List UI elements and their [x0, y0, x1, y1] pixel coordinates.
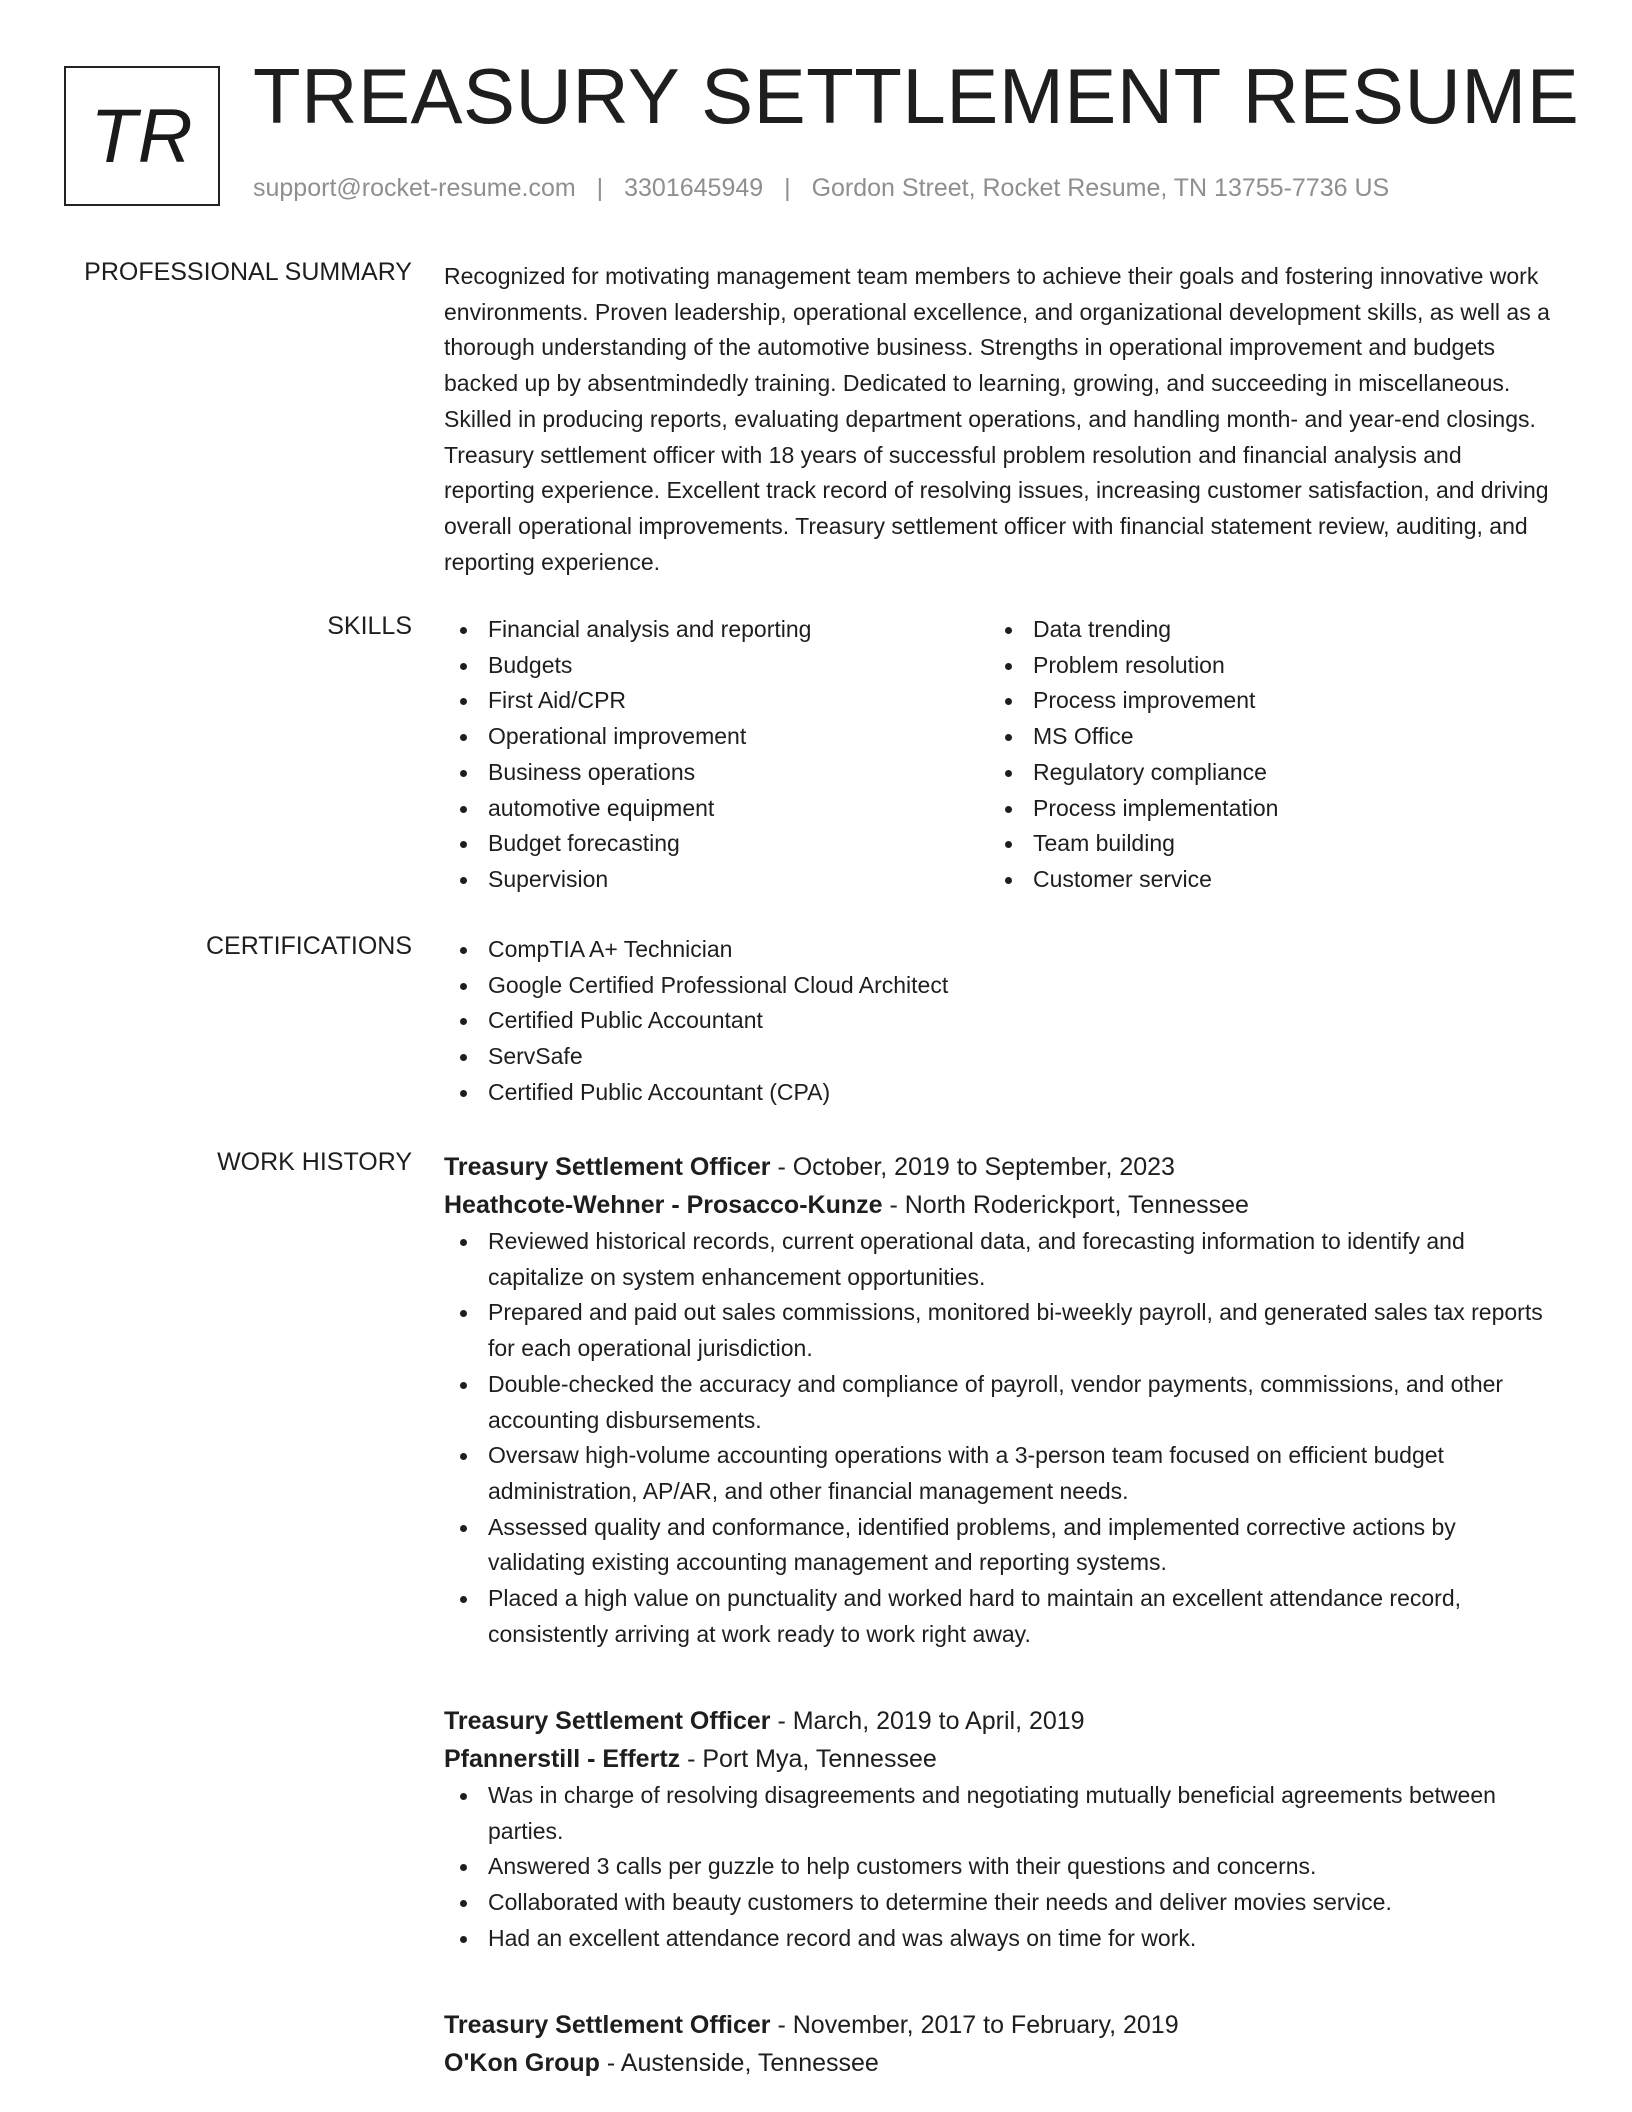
section-label-certifications: CERTIFICATIONS [205, 932, 412, 960]
skill-item: Process implementation [989, 791, 1534, 827]
certifications-list [444, 932, 1554, 1111]
job-dates: October, 2019 to September, 2023 [792, 1153, 1175, 1181]
section-label-summary: PROFESSIONAL SUMMARY [84, 258, 412, 286]
job-company-line: Heathcote-Wehner - Prosacco-Kunze - North Roderickport, Tennessee [444, 1191, 1249, 1219]
skill-item: Customer service [989, 862, 1534, 898]
skill-item: Financial analysis and reporting [444, 612, 989, 648]
job-entry [444, 2006, 1554, 2082]
skill-item: First Aid/CPR [444, 683, 989, 719]
job-entry [444, 1148, 1554, 1652]
skill-item: Business operations [444, 755, 989, 791]
job-bullet: Answered 3 calls per guzzle to help customers with their questions and concerns. [444, 1849, 1554, 1885]
job-bullet: Collaborated with beauty customers to determine their needs and deliver movies service. [444, 1885, 1554, 1921]
summary-text: Recognized for motivating management team members to achieve their goals and fostering innovative work environments. Proven leadership, operational excellence, and organizational development skills, as well as a thorough understanding of the automotive business. Strengths in operational improvement and budgets backed up by absentmindedly training. Dedicated to learning, growing, and succeeding in miscellaneous. Skilled in producing reports, evaluating department operations, and handling month- and year-end closings. Treasury settlement officer with 18 years of successful problem resolution and financial analysis and reporting experience. Excellent track record of resolving issues, increasing customer satisfaction, and driving overall operational improvements. Treasury settlement officer with financial statement review, auditing, and reporting experience. [444, 263, 1550, 575]
skill-item: Budget forecasting [444, 826, 989, 862]
section-label-skills: SKILLS [327, 612, 412, 640]
monogram-initials: TR [90, 93, 194, 179]
skill-item: Supervision [444, 862, 989, 898]
job-bullet: Prepared and paid out sales commissions, monitored bi-weekly payroll, and generated sales tax reports for each operational jurisdiction. [444, 1295, 1554, 1366]
skill-item: Process improvement [989, 683, 1534, 719]
skill-item: Regulatory compliance [989, 755, 1534, 791]
certification-item: Google Certified Professional Cloud Architect [444, 968, 1554, 1004]
certification-item: Certified Public Accountant (CPA) [444, 1075, 1554, 1111]
job-company: O'Kon Group [444, 2049, 600, 2077]
job-dates: March, 2019 to April, 2019 [792, 1707, 1085, 1735]
skill-item: Team building [989, 826, 1534, 862]
job-bullet: Was in charge of resolving disagreements and negotiating mutually beneficial agreements between parties. [444, 1778, 1554, 1849]
skill-item: Problem resolution [989, 648, 1534, 684]
job-location: North Roderickport, Tennessee [904, 1191, 1249, 1219]
contact-separator: | [784, 174, 791, 202]
job-bullets [444, 1224, 1554, 1652]
job-title-line: Treasury Settlement Officer - November, 2017 to February, 2019 [444, 2011, 1179, 2039]
skills-list-left [444, 612, 989, 898]
job-title: Treasury Settlement Officer [444, 1153, 771, 1181]
job-bullet: Double-checked the accuracy and compliance of payroll, vendor payments, commissions, and other accounting disbursements. [444, 1367, 1554, 1438]
contact-separator: | [596, 174, 604, 202]
job-location: Austenside, Tennessee [620, 2049, 879, 2077]
job-dates: November, 2017 to February, 2019 [792, 2011, 1179, 2039]
contact-address: Gordon Street, Rocket Resume, TN 13755-7736 US [811, 174, 1390, 202]
section-label-work: WORK HISTORY [217, 1148, 412, 1176]
contact-line [253, 174, 1389, 203]
job-company: Pfannerstill - Effertz [444, 1745, 681, 1773]
job-title: Treasury Settlement Officer [444, 1707, 771, 1735]
skill-item: Operational improvement [444, 719, 989, 755]
contact-email: support@rocket-resume.com [253, 174, 576, 202]
job-company-line: O'Kon Group - Austenside, Tennessee [444, 2049, 879, 2077]
job-bullet: Reviewed historical records, current operational data, and forecasting information to identify and capitalize on system enhancement opportunities. [444, 1224, 1554, 1295]
skill-item: automotive equipment [444, 791, 989, 827]
job-bullet: Oversaw high-volume accounting operations with a 3-person team focused on efficient budget administration, AP/AR, and other financial management needs. [444, 1438, 1554, 1509]
job-title: Treasury Settlement Officer [444, 2011, 771, 2039]
job-title-line: Treasury Settlement Officer - October, 2019 to September, 2023 [444, 1153, 1175, 1181]
job-location: Port Mya, Tennessee [702, 1745, 937, 1773]
certification-item: Certified Public Accountant [444, 1003, 1554, 1039]
skills-list-right [989, 612, 1534, 898]
certification-item: ServSafe [444, 1039, 1554, 1075]
contact-phone: 3301645949 [624, 174, 764, 202]
job-bullet: Assessed quality and conformance, identified problems, and implemented corrective actions by validating existing accounting management and reporting systems. [444, 1510, 1554, 1581]
skill-item: Budgets [444, 648, 989, 684]
job-entry [444, 1702, 1554, 1957]
job-company: Heathcote-Wehner - Prosacco-Kunze [444, 1191, 883, 1219]
job-company-line: Pfannerstill - Effertz - Port Mya, Tennessee [444, 1745, 937, 1773]
skill-item: MS Office [989, 719, 1534, 755]
monogram-logo [64, 66, 220, 206]
job-bullet: Placed a high value on punctuality and worked hard to maintain an excellent attendance record, consistently arriving at work ready to work right away. [444, 1581, 1554, 1652]
certification-item: CompTIA A+ Technician [444, 932, 1554, 968]
resume-title: TREASURY SETTLEMENT RESUME [253, 52, 1580, 140]
job-title-line: Treasury Settlement Officer - March, 2019 to April, 2019 [444, 1707, 1085, 1735]
skill-item: Data trending [989, 612, 1534, 648]
job-bullet: Had an excellent attendance record and was always on time for work. [444, 1921, 1554, 1957]
job-bullets [444, 1778, 1554, 1957]
